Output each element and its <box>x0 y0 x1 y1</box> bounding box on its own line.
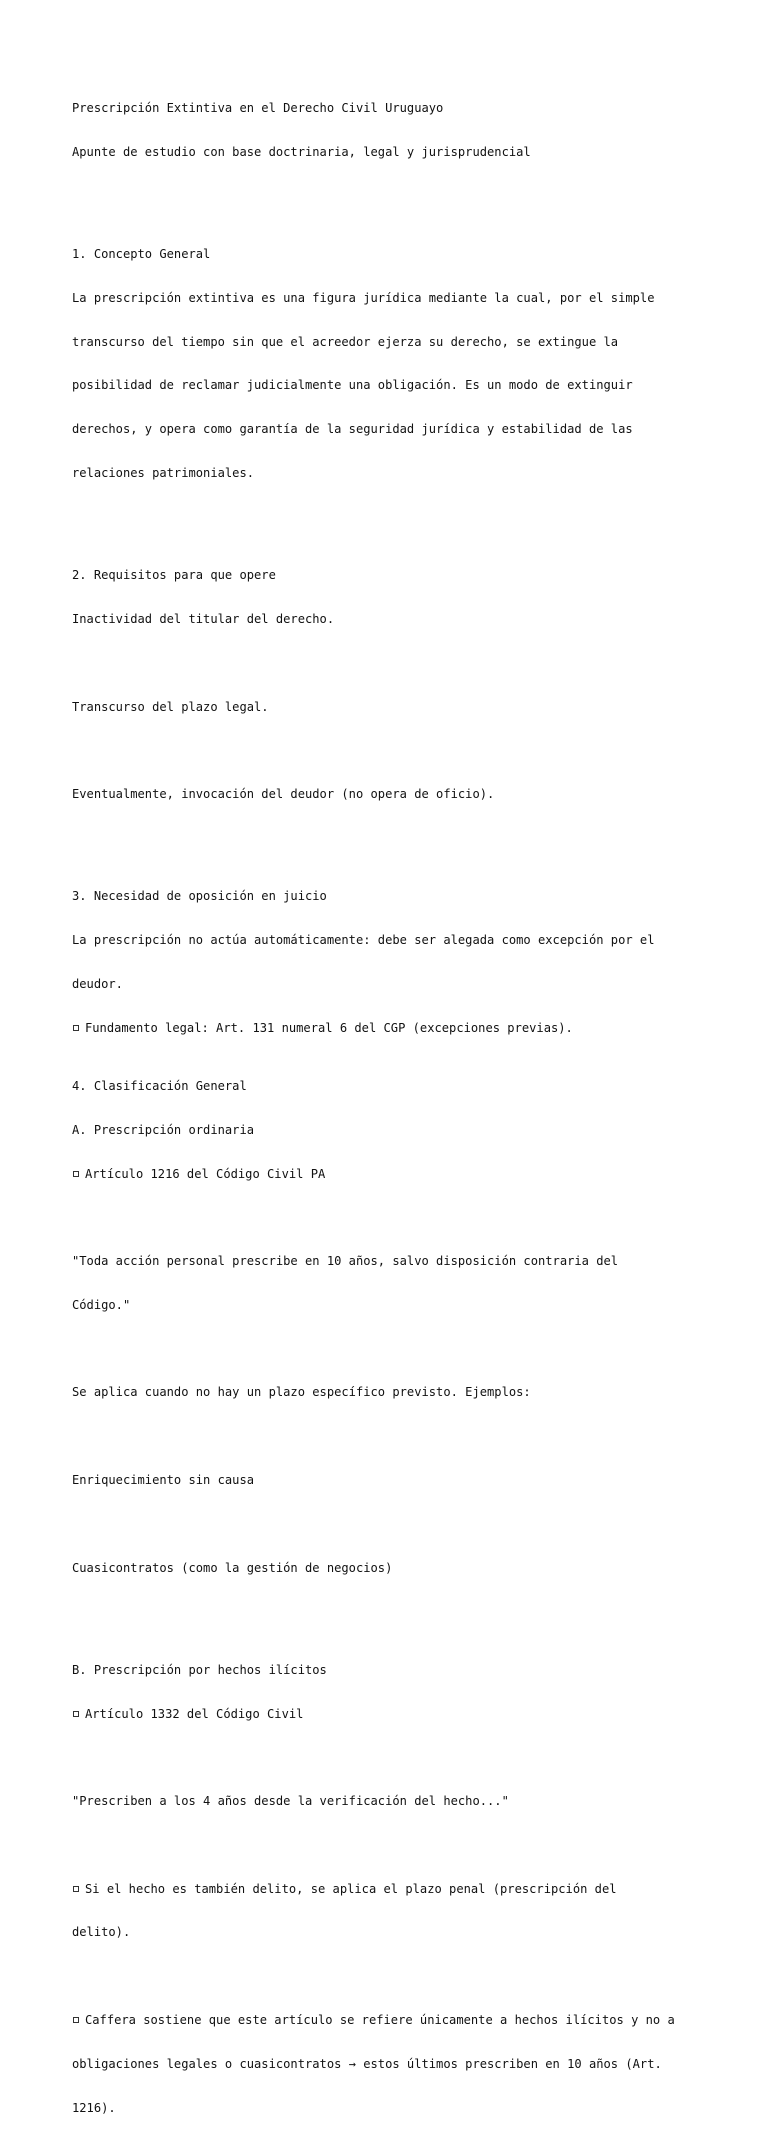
spacer <box>72 1604 712 1619</box>
subsection-a-text: Se aplica cuando no hay un plazo específico previsto. Ejemplos: <box>72 1385 531 1400</box>
spacer <box>72 1517 712 1532</box>
section-1-heading: 1. Concepto General <box>72 247 211 262</box>
spacer <box>72 656 712 671</box>
section-3-text: La prescripción no actúa automáticamente: debe ser alegada como excepción por el <box>72 933 655 948</box>
requirement-item: Inactividad del titular del derecho. <box>72 611 335 626</box>
bullet-item <box>72 1882 712 1897</box>
section-4-heading: 4. Clasificación General <box>72 1078 247 1093</box>
bullet-continuation: delito). <box>72 1925 131 1940</box>
square-bullet-icon <box>73 2017 79 2023</box>
legal-quote: Código." <box>72 1297 131 1312</box>
bullet-text: Artículo 1332 del Código Civil <box>85 1706 304 1721</box>
legal-quote: "Toda acción personal prescribe en 10 años, salvo disposición contraria del <box>72 1254 619 1269</box>
section-1-text: derechos, y opera como garantía de la seguridad jurídica y estabilidad de las <box>72 422 633 437</box>
section-1-text: La prescripción extintiva es una figura jurídica mediante la cual, por el simple <box>72 290 655 305</box>
bullet-item <box>72 2013 712 2028</box>
bullet-continuation: obligaciones legales o cuasicontratos → estos últimos prescriben en 10 años (Art. <box>72 2056 662 2071</box>
requirement-item: Transcurso del plazo legal. <box>72 699 269 714</box>
document-subtitle: Apunte de estudio con base doctrinaria, legal y jurisprudencial <box>72 144 531 159</box>
bullet-continuation: 1216). <box>72 2100 116 2115</box>
subsection-a-heading: A. Prescripción ordinaria <box>72 1122 255 1137</box>
bullet-text: Caffera sostiene que este artículo se refiere únicamente a hechos ilícitos y no a <box>85 2012 675 2027</box>
spacer <box>72 1342 712 1357</box>
spacer <box>72 1210 712 1225</box>
square-bullet-icon <box>73 1171 79 1177</box>
example-item: Enriquecimiento sin causa <box>72 1473 255 1487</box>
bullet-item <box>72 1021 712 1036</box>
spacer <box>72 1838 712 1853</box>
requirement-item: Eventualmente, invocación del deudor (no opera de oficio). <box>72 787 495 802</box>
section-1-text: transcurso del tiempo sin que el acreedor ejerza su derecho, se extingue la <box>72 334 619 349</box>
legal-quote: "Prescriben a los 4 años desde la verificación del hecho..." <box>72 1794 509 1809</box>
bullet-item <box>72 1167 712 1182</box>
spacer <box>72 1429 712 1444</box>
section-2-heading: 2. Requisitos para que opere <box>72 568 276 583</box>
section-3-text: deudor. <box>72 976 123 991</box>
spacer <box>72 510 712 525</box>
square-bullet-icon <box>73 1025 79 1031</box>
spacer <box>72 189 712 204</box>
bullet-text: Fundamento legal: Art. 131 numeral 6 del CGP (excepciones previas). <box>85 1020 573 1035</box>
bullet-text: Si el hecho es también delito, se aplica el plazo penal (prescripción del <box>85 1881 617 1896</box>
section-3-heading: 3. Necesidad de oposición en juicio <box>72 889 327 904</box>
spacer <box>72 1969 712 1984</box>
section-1-text: relaciones patrimoniales. <box>72 466 255 481</box>
spacer <box>72 743 712 758</box>
subsection-b-heading: B. Prescripción por hechos ilícitos <box>72 1662 327 1677</box>
bullet-item <box>72 1707 712 1722</box>
bullet-text: Artículo 1216 del Código Civil PA <box>85 1166 326 1181</box>
example-item: Cuasicontratos (como la gestión de negocios) <box>72 1560 393 1575</box>
square-bullet-icon <box>73 1711 79 1717</box>
document-title: Prescripción Extintiva en el Derecho Civil Uruguayo <box>72 101 444 116</box>
document-body <box>72 72 712 2130</box>
square-bullet-icon <box>73 1886 79 1892</box>
section-1-text: posibilidad de reclamar judicialmente una obligación. Es un modo de extinguir <box>72 378 633 393</box>
spacer <box>72 831 712 846</box>
spacer <box>72 1750 712 1765</box>
